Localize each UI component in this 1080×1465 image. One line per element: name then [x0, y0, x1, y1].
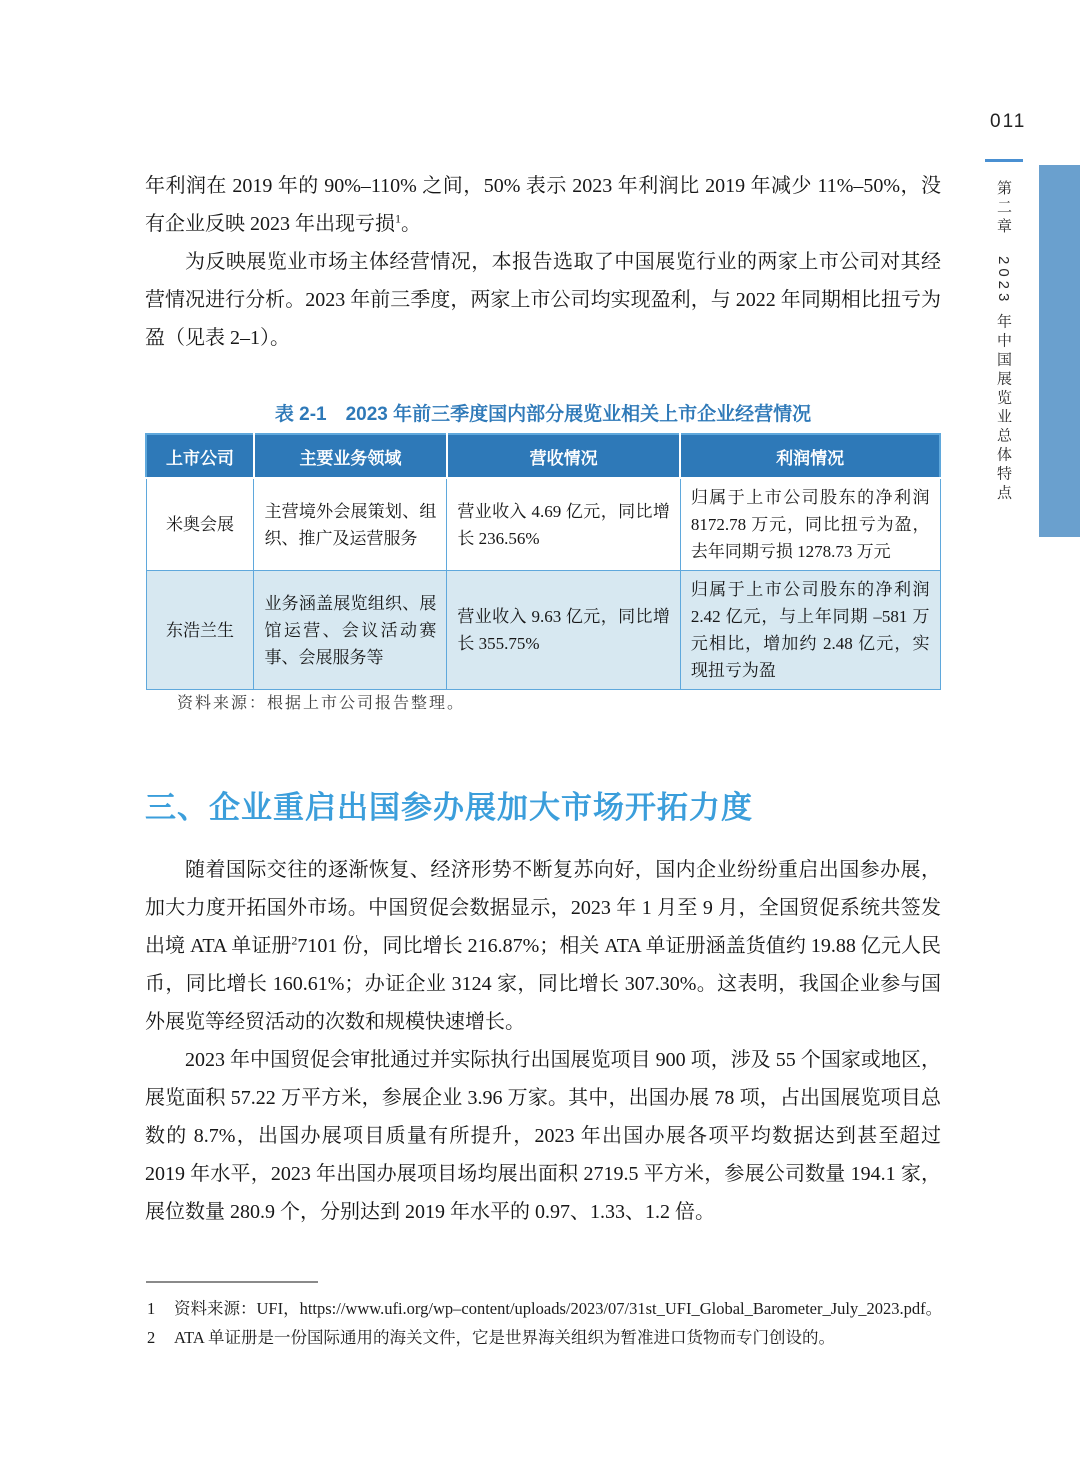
footnote-text: ATA 单证册是一份国际通用的海关文件，它是世界海关组织为暂准进口货物而专门创设的。 — [174, 1328, 835, 1347]
table-row — [146, 478, 940, 571]
paragraph-text: 年利润在 2019 年的 90%–110% 之间，50% 表示 2023 年利润比 2019 年减少 11%–50%，没有企业反映 2023 年出现亏损 — [145, 175, 941, 235]
col-header-business: 主要业务领域 — [254, 434, 447, 478]
footnote-item — [147, 1294, 957, 1323]
chapter-color-bar — [1039, 165, 1080, 537]
footnote-number: 1 — [147, 1299, 156, 1318]
cell-profit: 归属于上市公司股东的净利润 8172.78 万元，同比扭亏为盈，去年同期亏损 1278.73 万元 — [680, 478, 940, 571]
table-header-row — [146, 434, 940, 478]
footnote-item — [147, 1323, 957, 1352]
chapter-vertical-title: 第二章 2023 年中国展览业总体特点 — [995, 180, 1012, 504]
cell-revenue: 营业收入 4.69 亿元，同比增长 236.56% — [447, 478, 680, 571]
paragraph-profit-range — [145, 167, 941, 243]
col-header-revenue: 营收情况 — [447, 434, 680, 478]
cell-revenue: 营业收入 9.63 亿元，同比增长 355.75% — [447, 571, 680, 690]
paragraph-outbound-exhibitions: 2023 年中国贸促会审批通过并实际执行出国展览项目 900 项，涉及 55 个国家或地区，展览面积 57.22 万平方米，参展企业 3.96 万家。其中，出国办展 78 项，占出国展览项目总数的 8.7%，出国办展项目质量有所提升，2023 年出国办展各项平均数据达到甚至超过 2019 年水平，2023 年出国办展项目场均展出面积 2719.5 平方米，参展公司数量 194.1 家，展位数量 280.9 个，分别达到 2019 年水平的 0.97、1.33、1.2 倍。 — [145, 1049, 941, 1223]
cell-business: 主营境外会展策划、组织、推广及运营服务 — [254, 478, 447, 571]
section-paragraphs — [145, 851, 941, 1231]
section-heading: 三、企业重启出国参办展加大市场开拓力度 — [145, 790, 753, 825]
intro-paragraphs — [145, 167, 941, 357]
paragraph-text: 7101 份，同比增长 216.87%；相关 ATA 单证册涵盖货值约 19.88 亿元人民币，同比增长 160.61%；办证企业 3124 家，同比增长 307.30%。这表明，我国企业参与国外展览等经贸活动的次数和规模快速增长。 — [145, 935, 941, 1033]
paragraph-text: 。 — [401, 213, 421, 235]
footnote-number: 2 — [147, 1328, 156, 1347]
table-row — [146, 571, 940, 690]
cell-company: 东浩兰生 — [146, 571, 254, 690]
cell-profit: 归属于上市公司股东的净利润 2.42 亿元，与上年同期 –581 万元相比，增加约 2.48 亿元，实现扭亏为盈 — [680, 571, 940, 690]
paragraph-ata-carnet — [145, 851, 941, 1041]
cell-business: 业务涵盖展览组织、展馆运营、会议活动赛事、会展服务等 — [254, 571, 447, 690]
col-header-company: 上市公司 — [146, 434, 254, 478]
paragraph-listed-companies: 为反映展览业市场主体经营情况，本报告选取了中国展览行业的两家上市公司对其经营情况进行分析。2023 年前三季度，两家上市公司均实现盈利，与 2022 年同期相比扭亏为盈（见表 2–1）。 — [145, 251, 941, 349]
page-number-rule — [985, 159, 1023, 162]
listed-companies-table — [145, 433, 941, 690]
footnote-ref-1: 1 — [395, 211, 401, 226]
page-number: 011 — [990, 111, 1027, 132]
footnote-text: 资料来源：UFI，https://www.ufi.org/wp–content/uploads/2023/07/31st_UFI_Global_Barometer_July_2023.pdf。 — [174, 1299, 943, 1318]
footnote-ref-2: 2 — [291, 933, 298, 948]
table-title: 表 2-1 2023 年前三季度国内部分展览业相关上市企业经营情况 — [274, 404, 812, 425]
paragraph-text: 随着国际交往的逐渐恢复、经济形势不断复苏向好，国内企业纷纷重启出国参办展，加大力度开拓国外市场。中国贸促会数据显示，2023 年 1 月至 9 月，全国贸促系统共签发出境 ATA 单证册 — [145, 859, 941, 957]
footnotes — [147, 1294, 957, 1352]
col-header-profit: 利润情况 — [680, 434, 940, 478]
table-source-note: 资料来源：根据上市公司报告整理。 — [177, 695, 466, 712]
footnote-divider — [146, 1281, 318, 1283]
cell-company: 米奥会展 — [146, 478, 254, 571]
